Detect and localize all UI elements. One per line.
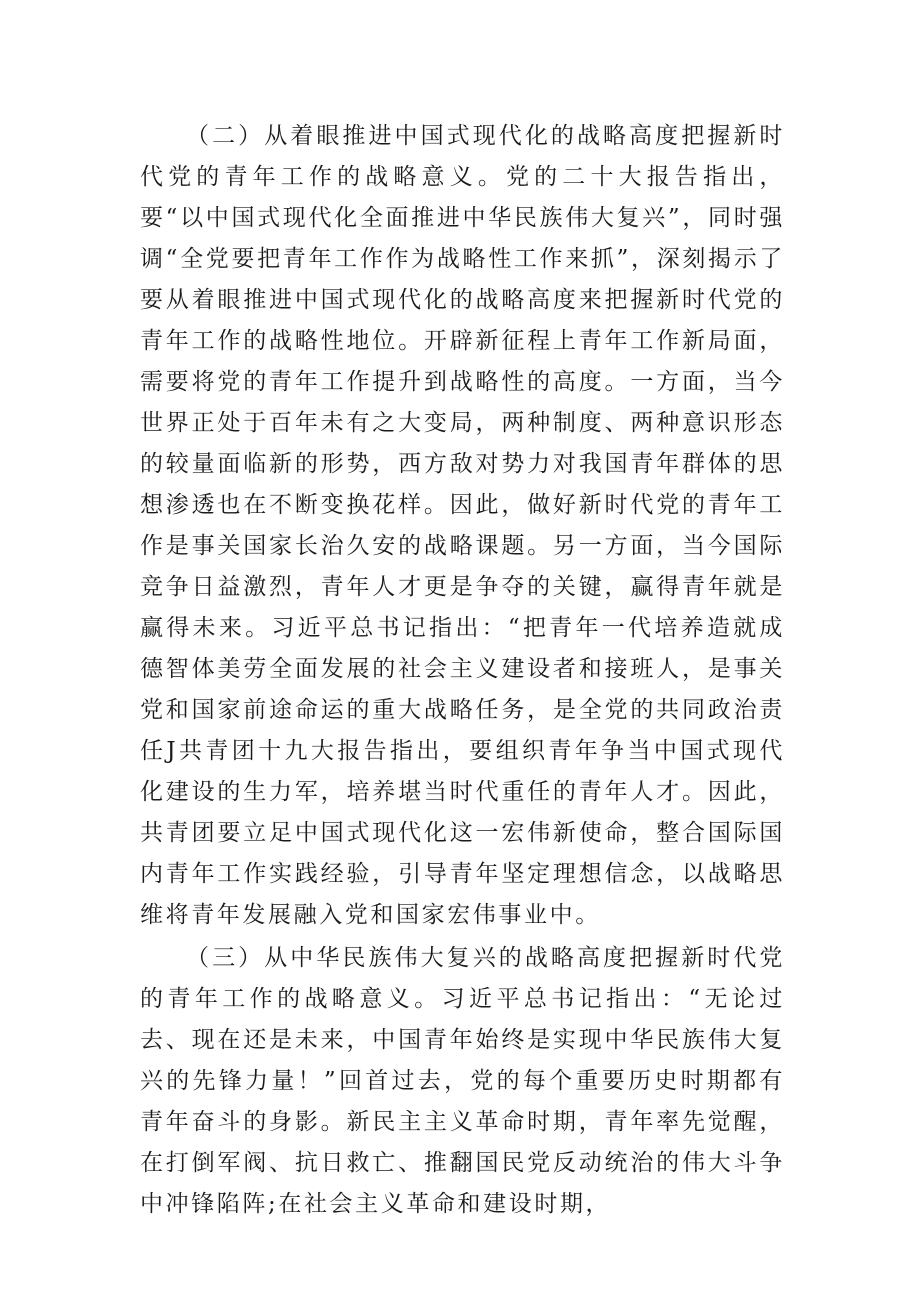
paragraph-section-three: （三）从中华民族伟大复兴的战略高度把握新时代党的青年工作的战略意义。习近平总书记指出：“无论过去、现在还是未来，中国青年始终是实现中华民族伟大复兴的先锋力量！”回首过去，党的每个重要历史时期都有青年奋斗的身影。新民主主义革命时期，青年率先觉醒，在打倒军阀、抗日救亡、推翻国民党反动统治的伟大斗争中冲锋陷阵;在社会主义革命和建设时期， bbox=[140, 945, 785, 1217]
paragraph-section-two: （二）从着眼推进中国式现代化的战略高度把握新时代党的青年工作的战略意义。党的二十大报告指出，要“以中国式现代化全面推进中华民族伟大复兴”，同时强调“全党要把青年工作作为战略性工作来抓”，深刻揭示了要从着眼推进中国式现代化的战略高度来把握新时代党的青年工作的战略性地位。开辟新征程上青年工作新局面，需要将党的青年工作提升到战略性的高度。一方面，当今世界正处于百年未有之大变局，两种制度、两种意识形态的较量面临新的形势，西方敌对势力对我国青年群体的思想渗透也在不断变换花样。因此，做好新时代党的青年工作是事关国家长治久安的战略课题。另一方面，当今国际竞争日益激烈，青年人才更是争夺的关键，赢得青年就是赢得未来。习近平总书记指出：“把青年一代培养造就成德智体美劳全面发展的社会主义建设者和接班人，是事关党和国家前途命运的重大战略任务，是全党的共同政治责任J共青团十九大报告指出，要组织青年争当中国式现代化建设的生力军，培养堪当时代重任的青年人才。因此，共青团要立足中国式现代化这一宏伟新使命，整合国际国内青年工作实践经验，引导青年坚定理想信念，以战略思维将青年发展融入党和国家宏伟事业中。 bbox=[140, 123, 785, 928]
document-body bbox=[140, 116, 785, 1225]
